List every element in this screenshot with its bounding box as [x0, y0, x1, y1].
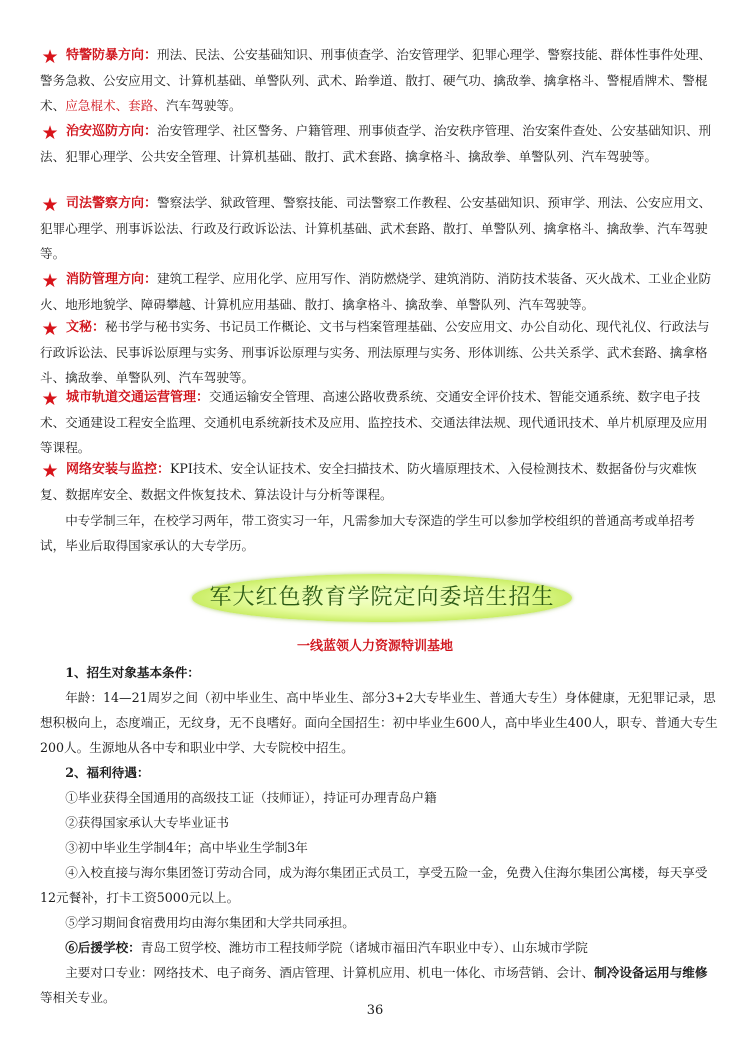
star-icon: ★: [41, 46, 59, 68]
section-title: 文秘：: [66, 320, 106, 335]
section-title: 司法警察方向：: [66, 196, 158, 211]
benefit-item: ④入校直接与海尔集团签订劳动合同，成为海尔集团正式员工，享受五险一金，免费入住海尔集团公寓楼，每天享受12元餐补，打卡工资5000元以上。: [40, 865, 708, 905]
section-text: 秘书学与秘书实务、书记员工作概论、文书与档案管理基础、公安应用文、办公自动化、现代礼仪、行政法与行政诉讼法、民事诉讼原理与实务、刑事诉讼原理与实务、刑法原理与实务、形体训练、公共关系学、武术套路、擒拿格斗、擒敌拳、单警队列、汽车驾驶等。: [40, 319, 710, 385]
benefit-item: ①毕业获得全国通用的高级技工证（技师证），持证可办理青岛户籍: [65, 790, 437, 805]
majors-bold: 制冷设备运用与维修: [594, 965, 708, 980]
section-text: 刑法、民法、公安基础知识、刑事侦查学、治安管理学、犯罪心理学、警察技能、群体性事件处理、警务急救、公安应用文、计算机基础、单警队列、武术、跆拳道、散打、硬气功、擒敌拳、擒拿格斗、警棍盾牌术、警棍术、: [40, 47, 712, 113]
section-highlight: 应急棍术、套路、: [65, 98, 166, 113]
section-text: 建筑工程学、应用化学、应用写作、消防燃烧学、建筑消防、消防技术装备、灭火战术、工业企业防火、地形地貌学、障碍攀越、计算机应用基础、散打、擒拿格斗、擒敌拳、单警队列、汽车驾驶等。: [40, 271, 712, 312]
section-public-order: [40, 118, 720, 169]
benefit-item: ③初中毕业生学制4年；高中毕业生学制3年: [65, 840, 308, 855]
recruit-section: [40, 660, 720, 1010]
section-title: 网络安装与监控：: [66, 462, 171, 477]
section-title: 消防管理方向：: [66, 272, 158, 287]
section-judicial-police: [40, 190, 720, 266]
backup-schools-label: ⑥后援学校：: [65, 940, 141, 955]
benefit-item: ②获得国家承认大专毕业证书: [65, 815, 229, 830]
section-fire-management: [40, 266, 720, 317]
section-title: 城市轨道交通运营管理：: [66, 390, 210, 405]
star-icon: ★: [41, 388, 59, 410]
conditions-paragraph: 年龄：14—21周岁之间（初中毕业生、高中毕业生、部分3+2大专毕业生、普通大专生）身体健康，无犯罪记录，思想积极向上，态度端正，无纹身，无不良嗜好。面向全国招生：初中毕业生600人，高中毕业生400人，职专、普通大专生200人。生源地从各中专和职业中学、大专院校中招生。: [40, 690, 718, 755]
heading-benefits: 2、福利待遇：: [65, 765, 150, 780]
backup-schools: [40, 935, 720, 960]
majors-prefix: 主要对口专业：网络技术、电子商务、酒店管理、计算机应用、机电一体化、市场营销、会计、: [65, 965, 595, 980]
recruitment-banner: 军大红色教育学院定向委培生招生: [192, 574, 572, 622]
section-title: 特警防暴方向：: [66, 48, 158, 63]
majors-suffix: 等相关专业。: [40, 990, 116, 1005]
page-number: 36: [366, 1003, 384, 1018]
section-text-end: 汽车驾驶等。: [165, 98, 242, 113]
backup-schools-text: 青岛工贸学校、潍坊市工程技师学院（诸城市福田汽车职业中专）、山东城市学院: [140, 940, 588, 955]
heading-conditions: 1、招生对象基本条件：: [65, 665, 200, 680]
section-text: KPI技术、安全认证技术、安全扫描技术、防火墙原理技术、入侵检测技术、数据备份与灾难恢复、数据库安全、数据文件恢复技术、算法设计与分析等课程。: [40, 461, 697, 502]
section-text: 警察法学、狱政管理、警察技能、司法警察工作教程、公安基础知识、预审学、刑法、公安应用文、犯罪心理学、刑事诉讼法、行政及行政诉讼法、计算机基础、武术套路、散打、单警队列、擒拿格斗、擒敌拳、汽车驾驶等。: [40, 195, 712, 261]
closing-paragraph: 中专学制三年，在校学习两年，带工资实习一年，凡需参加大专深造的学生可以参加学校组织的普通高考或单招考试，毕业后取得国家承认的大专学历。: [40, 513, 695, 553]
star-icon: ★: [41, 460, 59, 482]
star-icon: ★: [41, 122, 59, 144]
section-rail-transit: [40, 384, 720, 460]
star-icon: ★: [41, 194, 59, 216]
section-title: 治安巡防方向：: [66, 124, 158, 139]
section-text: 交通运输安全管理、高速公路收费系统、交通安全评价技术、智能交通系统、数字电子技术、交通建设工程安全监理、交通机电系统新技术及应用、监控技术、交通法律法规、现代通讯技术、单片机原理及应用等课程。: [40, 389, 708, 455]
section-secretary: [40, 314, 720, 390]
banner-subtitle: 一线蓝领人力资源特训基地: [296, 639, 453, 654]
star-icon: ★: [41, 318, 59, 340]
section-network-security: [40, 456, 720, 507]
star-icon: ★: [41, 270, 59, 292]
benefit-item: ⑤学习期间食宿费用均由海尔集团和大学共同承担。: [65, 915, 355, 930]
section-text: 治安管理学、社区警务、户籍管理、刑事侦查学、治安秩序管理、治安案件查处、公安基础知识、刑法、犯罪心理学、公共安全管理、计算机基础、散打、武术套路、擒拿格斗、擒敌拳、单警队列、汽车驾驶等。: [40, 123, 712, 164]
section-special-police: [40, 42, 720, 118]
